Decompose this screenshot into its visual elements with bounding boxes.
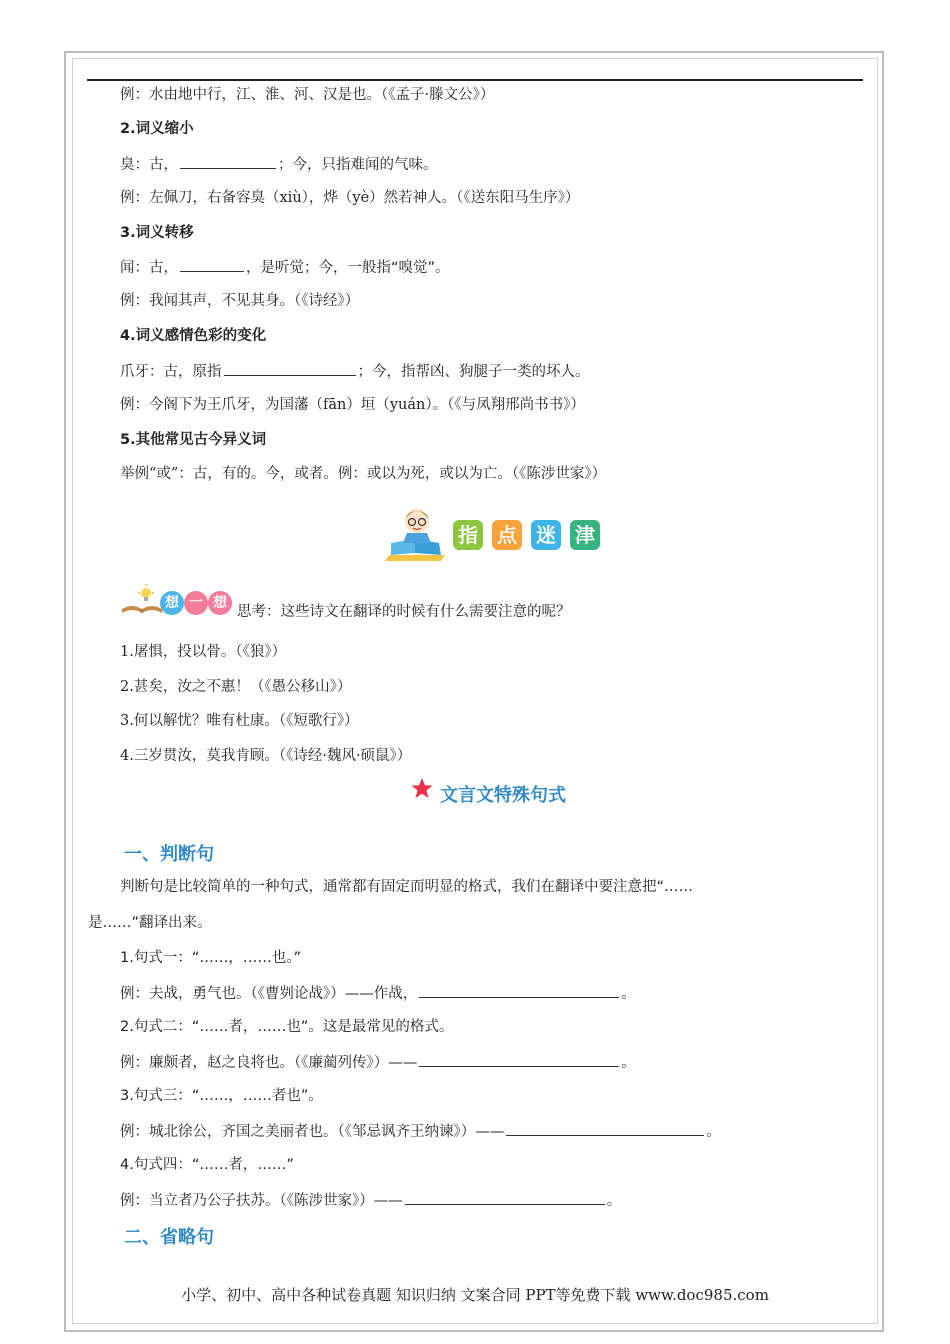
example-pattern-4 [120,1190,621,1211]
tile-mi: 迷 [531,520,561,550]
subheading-narrowing: 2.词义缩小 [120,121,194,137]
definition-wen-b: ，是听觉；今，一般指“嗅觉”。 [246,260,450,276]
tile-zhi: 指 [453,520,483,550]
definition-chou-b: ；今，只指难闻的气味。 [278,157,438,173]
example-pattern-1-text: 例：夫战，勇气也。（《曹刿论战》）——作战， [120,986,418,1002]
pattern-3: 3.句式三：“……，……者也”。 [120,1088,323,1104]
example-line-5: 举例“或”：古，有的。今，或者。例：或以为死，或以为亡。（《陈涉世家》） [120,466,607,482]
definition-zhaoya [120,361,590,382]
definition-wen-a: 闻：古， [120,260,178,276]
judgment-intro-1: 判断句是比较简单的一种句式，通常都有固定而明显的格式，我们在翻译中要注意把“…… [120,879,694,895]
heading-omission: 二、省略句 [124,1227,214,1248]
blank-wen[interactable] [180,257,244,272]
example-pattern-1 [120,983,636,1004]
subheading-other: 5.其他常见古今异义词 [120,432,267,448]
think-item-1: 1.屠惧，投以骨。（《狼》） [120,644,287,660]
blank-pattern-1[interactable] [419,983,619,998]
pattern-4: 4.句式四：“……者，……” [120,1157,294,1173]
period-1: 。 [621,986,636,1002]
student-reading-icon [385,503,449,563]
example-line-4: 例：今阁下为王爪牙，为国藩（fān）垣（yuán）。（《与凤翔邢尚书书》） [120,397,585,413]
think-prompt: 思考：这些诗文在翻译的时候有什么需要注意的呢？ [237,604,571,620]
blank-pattern-3[interactable] [506,1121,704,1136]
think-item-4: 4.三岁贯汝，莫我肯顾。（《诗经·魏风·硕鼠》） [120,748,412,764]
example-pattern-4-text: 例：当立者乃公子扶苏。（《陈涉世家》）—— [120,1193,403,1209]
example-line-1: 例：水由地中行，江、淮、河、汉是也。（《孟子·滕文公》） [120,87,495,103]
example-pattern-2 [120,1052,636,1073]
definition-wen [120,257,450,278]
pattern-1: 1.句式一：“……，……也。” [120,950,302,966]
period-4: 。 [606,1193,622,1209]
period-2: 。 [621,1055,636,1071]
definition-zhaoya-b: ；今，指帮凶、狗腿子一类的坏人。 [357,364,590,380]
subheading-emotion: 4.词义感情色彩的变化 [120,328,267,344]
judgment-intro-2: 是……”翻译出来。 [88,915,212,931]
example-pattern-3-text: 例：城北徐公，齐国之美丽者也。（《邹忌讽齐王纳谏》）—— [120,1124,505,1140]
footer-text: 小学、初中、高中各种试卷真题 知识归纳 文案合同 PPT等免费下载 www.doc985.com [181,1286,769,1304]
guidance-banner [385,503,605,563]
think-item-3: 3.何以解忧？唯有杜康。（《短歌行》） [120,713,359,729]
heading-judgment: 一、判断句 [124,844,214,865]
blank-chou[interactable] [180,154,276,169]
section-title: 文言文特殊句式 [440,785,566,806]
blank-pattern-4[interactable] [405,1190,605,1205]
example-line-3: 例：我闻其声，不见其身。（《诗经》） [120,293,360,309]
bubble-xiang-1: 想 [160,591,184,615]
definition-chou-a: 臭：古， [120,157,178,173]
think-badge [120,583,236,617]
example-line-2: 例：左佩刀，右备容臭（xiù），烨（yè）然若神人。（《送东阳马生序》） [120,190,580,206]
period-3: 。 [706,1124,721,1140]
example-pattern-2-text: 例：廉颇者，赵之良将也。（《廉蔺列传》）—— [120,1055,418,1071]
tile-jin: 津 [570,520,600,550]
definition-zhaoya-a: 爪牙：古，原指 [120,364,222,380]
pattern-2: 2.句式二：“……者，……也”。这是最常见的格式。 [120,1019,454,1035]
bubble-yi: 一 [184,591,208,615]
think-item-2: 2.甚矣，汝之不惠！（《愚公移山》） [120,679,352,695]
definition-chou [120,154,438,175]
header-rule [87,79,863,81]
example-pattern-3 [120,1121,721,1142]
star-icon [410,777,434,801]
bubble-xiang-2: 想 [208,591,232,615]
subheading-shift: 3.词义转移 [120,225,194,241]
book-bulb-icon [120,583,164,617]
blank-pattern-2[interactable] [419,1052,619,1067]
blank-zhaoya[interactable] [224,361,356,376]
tile-dian: 点 [492,520,522,550]
